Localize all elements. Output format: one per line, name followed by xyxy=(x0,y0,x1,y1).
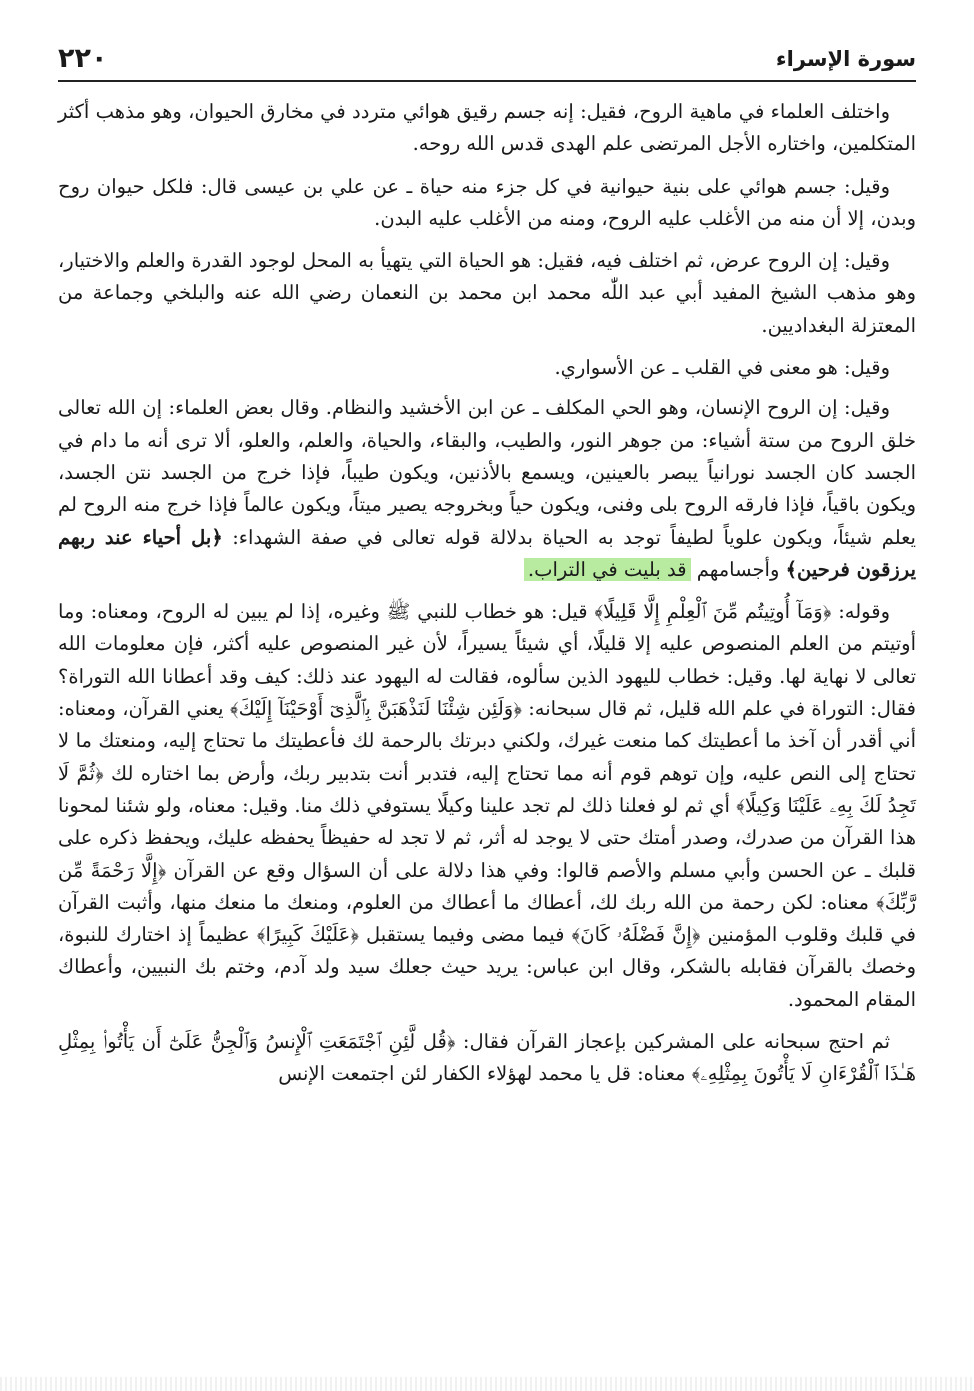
paragraph: وقوله: ﴿وَمَآ أُوتِيتُم مِّنَ ٱلْعِلْمِ إِلَّا قَلِيلًا﴾ قيل: هو خطاب للنبي ﷺ وغيره، إذا لم يبين له الروح، ومعناه: وما أوتيتم من العلم المنصوص عليه إلا قليلًا، أي شيئاً يسيراً، لأن غير المنصوص عليه أكثر، فإن معلومات الله تعالى لا نهاية لها. وقيل: خطاب لليهود الذين سألوه، فقالت له اليهود عند ذلك: كيف وقد أعطانا الله التوراة؟ فقال: التوراة في علم الله قليل، ثم قال سبحانه: ﴿وَلَئِن شِئْنَا لَنَذْهَبَنَّ بِٱلَّذِىٓ أَوْحَيْنَآ إِلَيْكَ﴾ يعني القرآن، ومعناه: أني أقدر أن آخذ ما أعطيتك كما منعت غيرك، ولكني دبرتك بالرحمة لك فأعطيتك ما تحتاج إليه، ومنعتك ما لا تحتاج إلى النص عليه، وإن توهم قوم أنه مما تحتاج إليه، فتدبر أنت بتدبير ربك، وأرض بما اختاره لك ﴿ثُمَّ لَا تَجِدُ لَكَ بِهِۦ عَلَيْنَا وَكِيلًا﴾ أي ثم لو فعلنا ذلك لم تجد علينا وكيلًا يستوفي ذلك منا. وقيل: معناه، ولو شئنا لمحونا هذا القرآن من صدرك، وصدر أمتك حتى لا يوجد له أثر، ثم لا تجد له حفيظاً يحفظه عليك، ويحفظ ذكره على قلبك ـ عن الحسن وأبي مسلم والأصم قالوا: وفي هذا دلالة على أن السؤال وقع عن القرآن ﴿إِلَّا رَحْمَةً مِّن رَّبِّكَ﴾ معناه: لكن رحمة من الله ربك لك، أعطاك ما أعطاك من العلوم، ومنعك ما منعك منها، وأثبت القرآن في قلبك وقلوب المؤمنين ﴿إِنَّ فَضْلَهُۥ كَانَ﴾ فيما مضى وفيما يستقبل ﴿عَلَيْكَ كَبِيرًا﴾ عظيماً إذ اختارك للنبوة، وخصك بالقرآن فقابله بالشكر، وقال ابن عباس: يريد حيث جعلك سيد ولد آدم، وختم بك النبيين، وأعطاك المقام المحمود. xyxy=(58,600,916,1011)
paragraph: وقيل: جسم هوائي على بنية حيوانية في كل جزء منه حياة ـ عن علي بن عيسى قال: فلكل حيوان روح وبدن، إلا أن منه من الأغلب عليه الروح، ومنه من الأغلب عليه البدن. xyxy=(58,174,916,230)
highlighted-text: قد بليت في التراب. xyxy=(524,558,691,581)
paragraph-text: وقيل: إن الروح الإنسان، وهو الحي المكلف ـ عن ابن الأخشيد والنظام. وقال بعض العلماء: إن الله تعالى خلق الروح من ستة أشياء: من جوهر النور، والطيب، والبقاء، والحياة، والعلم، والعلو، ألا ترى أنه ما دام في الجسد كان الجسد نورانياً يبصر بالعينين، ويسمع بالأذنين، ويكون طيباً، فإذا خرج من الجسد نتن الجسد، ويكون باقياً، فإذا فارقه الروح بلى وفنى، ويكون حياً وبخروجه يصير ميتاً، ويكون عالماً فإذا خرج منه الروح لم يعلم شيئاً، ويكون علوياً لطيفاً توجد به الحياة بدلالة قوله تعالى في صفة الشهداء: xyxy=(58,396,916,549)
page-number: ٢٢٠ xyxy=(58,43,108,74)
paragraph: وقيل: هو معنى في القلب ـ عن الأسواري. xyxy=(554,356,890,380)
quran-verse: ﴿بل أحياء عند ربهم يرزقون فرحين﴾ xyxy=(58,525,916,581)
page-body xyxy=(58,96,916,1101)
surah-title: سورة الإسراء xyxy=(775,47,916,71)
header-divider xyxy=(58,80,916,82)
paragraph xyxy=(58,392,916,586)
paragraph: واختلف العلماء في ماهية الروح، فقيل: إنه جسم رقيق هوائي متردد في مخارق الحيوان، وهو مذهب أكثر المتكلمين، واختاره الأجل المرتضى علم الهدى قدس الله روحه. xyxy=(58,100,916,156)
scan-edge-noise xyxy=(0,1377,974,1391)
page-header xyxy=(58,38,916,74)
paragraph: وقيل: إن الروح عرض، ثم اختلف فيه، فقيل: هو الحياة التي يتهيأ به المحل لوجود القدرة والعلم والاختيار، وهو مذهب الشيخ المفيد أبي عبد اللّٰه محمد ابن محمد بن النعمان رضي الله عنه والبلخي وجماعة من المعتزلة البغداديين. xyxy=(58,249,916,337)
paragraph: ثم احتج سبحانه على المشركين بإعجاز القرآن فقال: ﴿قُل لَّئِنِ ٱجْتَمَعَتِ ٱلْإِنسُ وَٱلْجِنُّ عَلَىٰٓ أَن يَأْتُوا۟ بِمِثْلِ هَـٰذَا ٱلْقُرْءَانِ لَا يَأْتُونَ بِمِثْلِهِۦ﴾ معناه: قل يا محمد لهؤلاء الكفار لئن اجتمعت الإنس xyxy=(58,1030,916,1086)
paragraph-text: وأجسامهم xyxy=(690,557,786,581)
